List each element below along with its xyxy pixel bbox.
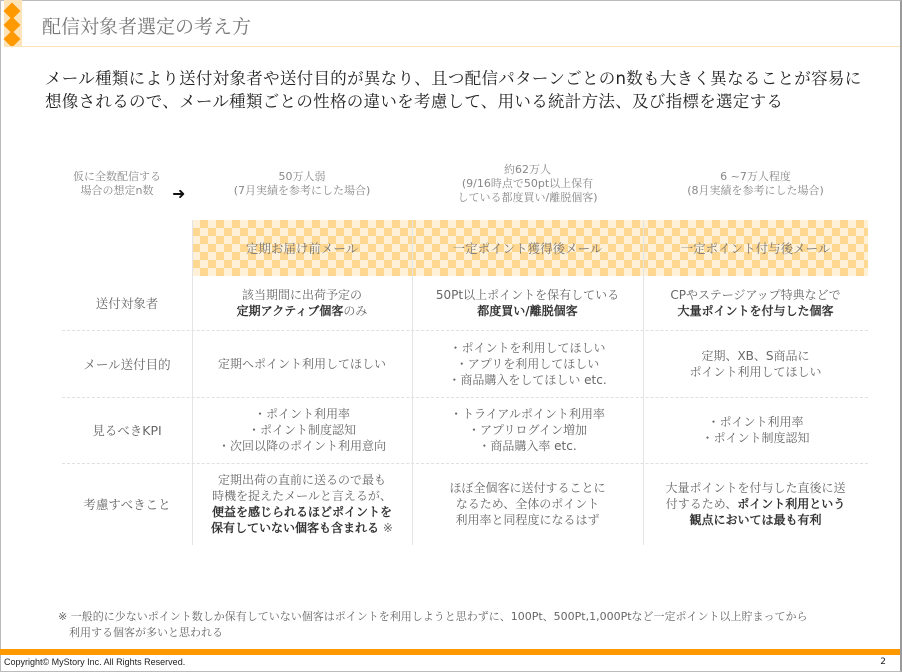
- cell-line: [248, 422, 356, 438]
- row-label: メール送付目的: [83, 356, 171, 372]
- count-value: 6 ~7万人程度: [720, 170, 791, 183]
- count-note: (8月実績を参考にした場合): [687, 184, 824, 197]
- count-value: 約62万人: [504, 163, 551, 176]
- table-cell: [412, 463, 643, 545]
- cell-line: [456, 496, 600, 512]
- cell-text: ほぼ全個客に送付することに: [449, 481, 606, 495]
- cell-text: ・ポイント利用率: [253, 407, 350, 421]
- cell-line: [701, 348, 809, 364]
- table-cell: [643, 397, 868, 463]
- cell-line: [666, 496, 846, 512]
- cell-line: [707, 414, 803, 430]
- cell-line: [456, 356, 600, 372]
- slide-title: 配信対象者選定の考え方: [42, 16, 252, 38]
- cell-line: [670, 287, 840, 303]
- lead-text: メール種類により送付対象者や送付目的が異なり、且つ配信パターンごとのn数も大きく異なることが容易に想像されるので、メール種類ごとの性格の違いを考慮して、用いる統計方法、及び指標を選定する: [45, 69, 862, 111]
- cell-line: [242, 287, 362, 303]
- cell-text: ・アプリログイン増加: [468, 423, 587, 437]
- cell-text: 利用率と同程度になるはず: [455, 513, 600, 527]
- cell-text: 付するため、: [665, 497, 738, 511]
- copyright: Copyright© MyStory Inc. All Rights Reserved.: [4, 657, 186, 667]
- footnote-line: ※ 一般的に少ないポイント数しか保有していない個客はポイントを利用しようと思わずに、100Pt、500Pt,1,000Ptなど一定ポイント以上貯まってから: [58, 610, 808, 623]
- cell-line: [449, 480, 605, 496]
- column-header-teiki: 定期お届け前メール: [245, 241, 359, 256]
- table-cell: [192, 397, 412, 463]
- cell-line: [449, 340, 605, 356]
- cell-line: [212, 504, 392, 520]
- count-note: (9/16時点で50pt以上保有: [461, 177, 594, 190]
- table-cell: [643, 463, 868, 545]
- footer-bar: [0, 649, 900, 655]
- footnote-line: 利用する個客が多いと思われる: [58, 626, 223, 639]
- cell-text: ・ポイント利用率: [707, 415, 804, 429]
- cell-line: [211, 520, 393, 536]
- column-header-point-acquired: 一定ポイント獲得後メール: [452, 241, 603, 256]
- cell-line: [450, 406, 605, 422]
- count-label-line: 場合の想定n数: [80, 184, 154, 197]
- cell-line: [665, 480, 845, 496]
- cell-text: 該当期間に出荷予定の: [241, 288, 362, 302]
- cell-text: 定期出荷の直前に送るので最も: [217, 473, 386, 487]
- table-cell: [412, 330, 643, 397]
- cell-line: [212, 488, 392, 504]
- page-number: 2: [880, 657, 886, 667]
- cell-text: 50Pt以上ポイントを保有している: [435, 288, 620, 302]
- count-col-1: [192, 170, 412, 198]
- cell-line: [455, 512, 599, 528]
- arrow-right-icon: ➜: [172, 184, 186, 203]
- cell-text: 時機を捉えたメールと言えるが、: [212, 489, 392, 503]
- cell-line: [237, 303, 368, 319]
- count-col-3: [643, 170, 868, 198]
- table-cell: [192, 330, 412, 397]
- cell-line: [478, 438, 576, 454]
- row-label: 見るべきKPI: [92, 423, 162, 438]
- cell-line: [468, 422, 587, 438]
- cell-text-bold: 都度買い/離脱個客: [477, 304, 578, 318]
- cell-text: ・商品購入をしてほしい etc.: [448, 372, 607, 387]
- cell-line: [218, 356, 386, 372]
- cell-text-bold: 便益を感じられるほどポイントを: [211, 505, 392, 519]
- cell-text: ※: [379, 521, 393, 535]
- cell-line: [477, 303, 577, 319]
- cell-line: [701, 430, 809, 446]
- count-label-line: 仮に全数配信する: [73, 170, 161, 183]
- cell-text: なるため、全体のポイント: [455, 497, 600, 511]
- cell-text: ・ポイント制度認知: [247, 423, 356, 437]
- cell-text: 大量ポイントを付与した直後に送: [665, 481, 846, 495]
- cell-text: 定期へポイント利用してほしい: [217, 356, 386, 371]
- cell-line: [689, 364, 821, 380]
- cell-line: [689, 512, 821, 528]
- cell-line: [448, 372, 606, 388]
- cell-text-bold: 定期アクティブ個客: [236, 304, 344, 318]
- table-cell: [643, 330, 868, 397]
- cell-line: [436, 287, 619, 303]
- cell-line: [218, 438, 386, 454]
- cell-text-bold: 観点においては最も有利: [689, 513, 822, 527]
- cell-text: 定期、XB、S商品に: [701, 348, 810, 363]
- count-label: [62, 170, 172, 198]
- cell-text-bold: 大量ポイントを付与した個客: [677, 304, 834, 318]
- title-divider: [4, 46, 900, 47]
- row-label: 送付対象者: [95, 296, 159, 311]
- table-cell: [192, 463, 412, 545]
- count-value: 50万人弱: [278, 170, 326, 183]
- table-cell: [643, 276, 868, 330]
- cell-text-bold: 保有していない個客も含まれる: [211, 521, 380, 535]
- cell-text: ポイント利用してほしい: [689, 364, 822, 379]
- cell-text: ・ポイントを利用してほしい: [449, 340, 606, 355]
- column-header-point-granted: 一定ポイント付与後メール: [680, 241, 831, 256]
- cell-text: ・トライアルポイント利用率: [450, 407, 605, 421]
- cell-text: CPやステージアップ特典などで: [670, 288, 841, 302]
- count-note: している都度買い/離脱個客): [457, 191, 598, 204]
- cell-line: [254, 406, 350, 422]
- count-note: (7月実績を参考にした場合): [233, 184, 371, 197]
- count-col-2: [412, 163, 643, 205]
- cell-line: [677, 303, 833, 319]
- cell-text: ・アプリを利用してほしい: [455, 356, 600, 371]
- row-label: 考慮すべきこと: [83, 497, 171, 512]
- table-cell: [192, 276, 412, 330]
- table-cell: [412, 397, 643, 463]
- cell-text-bold: ポイント利用という: [737, 497, 846, 511]
- cell-text: ・次回以降のポイント利用意向: [217, 439, 386, 453]
- cell-text: のみ: [343, 304, 368, 318]
- footnote: [58, 609, 808, 641]
- cell-line: [218, 472, 386, 488]
- cell-text: ・ポイント制度認知: [701, 431, 810, 445]
- table-cell: [412, 276, 643, 330]
- title-decoration-icon: [4, 0, 22, 46]
- cell-text: ・商品購入率 etc.: [478, 439, 577, 453]
